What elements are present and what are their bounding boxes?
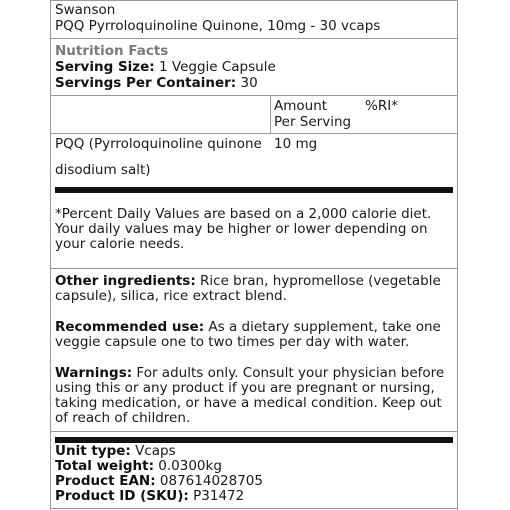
product-ean-value: 087614028705 bbox=[155, 473, 263, 489]
header-divider bbox=[51, 38, 457, 39]
other-ingredients-label: Other ingredients: bbox=[55, 273, 196, 289]
table-header-divider bbox=[51, 133, 457, 134]
total-weight bbox=[55, 459, 453, 474]
product-ean-label: Product EAN: bbox=[55, 473, 156, 489]
footnote-divider bbox=[51, 268, 457, 269]
unit-type bbox=[55, 444, 453, 459]
footnote-line1: *Percent Daily Values are based on a 2,000 calorie diet. bbox=[55, 206, 432, 222]
column-header-divider bbox=[270, 95, 271, 133]
total-weight-value: 0.0300kg bbox=[153, 458, 222, 474]
serving-size-value: 1 Veggie Capsule bbox=[159, 59, 276, 75]
warnings-line2: using this or any product if you are pregnant or nursing, bbox=[55, 380, 435, 396]
serving-size-label: Serving Size: bbox=[55, 59, 155, 75]
thick-divider bbox=[55, 187, 453, 193]
product-ean bbox=[55, 474, 453, 489]
warnings-line3: taking medication, or have a medical condition. Keep out bbox=[55, 395, 442, 411]
amount-header-line1: Amount bbox=[274, 98, 328, 114]
product-sku-value: P31472 bbox=[188, 488, 245, 504]
recommended-use-line2: veggie capsule one to two times per day with water. bbox=[55, 334, 410, 350]
other-ingredients bbox=[55, 274, 453, 289]
product-sku-label: Product ID (SKU): bbox=[55, 488, 189, 504]
supplement-label bbox=[50, 0, 458, 510]
warnings bbox=[55, 366, 453, 381]
product-title: PQQ Pyrroloquinoline Quinone, 10mg - 30 vcaps bbox=[55, 18, 381, 34]
unit-type-label: Unit type: bbox=[55, 443, 131, 459]
warnings-line1: For adults only. Consult your physician before bbox=[132, 365, 445, 381]
recommended-use bbox=[55, 320, 453, 335]
serving-size bbox=[55, 60, 453, 75]
bottom-border bbox=[51, 508, 457, 509]
servings-per-container bbox=[55, 76, 453, 91]
top-border bbox=[51, 0, 457, 1]
recommended-use-label: Recommended use: bbox=[55, 319, 205, 335]
brand-name: Swanson bbox=[55, 2, 116, 18]
other-ingredients-line2: capsule), silica, rice extract blend. bbox=[55, 288, 287, 304]
warnings-divider bbox=[51, 431, 457, 432]
other-ingredients-line1: Rice bran, hypromellose (vegetable bbox=[195, 273, 441, 289]
ri-header: %RI* bbox=[365, 98, 398, 114]
warnings-line4: of reach of children. bbox=[55, 410, 191, 426]
ingredient-name-line2: disodium salt) bbox=[55, 162, 151, 178]
total-weight-label: Total weight: bbox=[55, 458, 154, 474]
footnote-line3: your calorie needs. bbox=[55, 236, 185, 252]
warnings-label: Warnings: bbox=[55, 365, 133, 381]
nutrition-facts-title: Nutrition Facts bbox=[55, 43, 169, 59]
nutrition-divider bbox=[51, 95, 457, 96]
servings-label: Servings Per Container: bbox=[55, 75, 237, 91]
footnote-line2: Your daily values may be higher or lower depending on bbox=[55, 221, 428, 237]
product-sku bbox=[55, 489, 453, 504]
ingredient-amount: 10 mg bbox=[274, 136, 318, 152]
recommended-use-line1: As a dietary supplement, take one bbox=[204, 319, 441, 335]
unit-type-value: Vcaps bbox=[130, 443, 176, 459]
servings-value: 30 bbox=[240, 75, 258, 91]
amount-header-line2: Per Serving bbox=[274, 114, 352, 130]
ingredient-name-line1: PQQ (Pyrroloquinoline quinone bbox=[55, 136, 262, 152]
